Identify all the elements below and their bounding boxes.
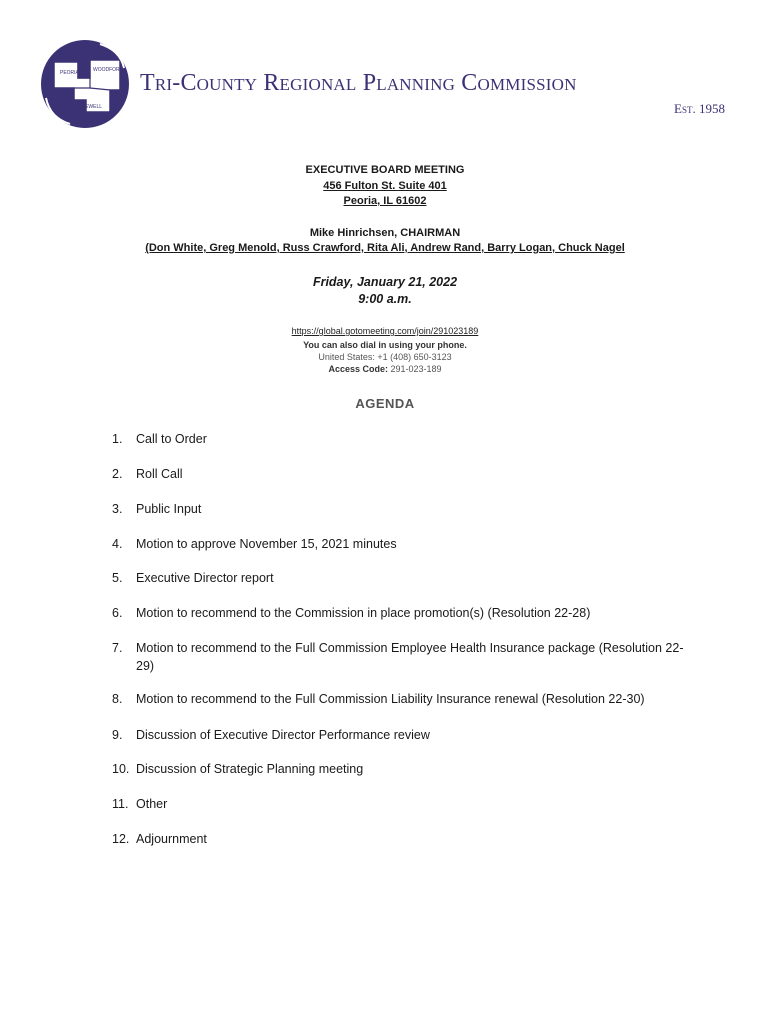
- established-date: Est. 1958: [674, 101, 725, 116]
- access-code-label: Access Code:: [328, 364, 388, 374]
- agenda-item-text: Executive Director report: [136, 571, 274, 585]
- dial-in-phone: United States: +1 (408) 650-3123: [318, 352, 452, 362]
- address-line-2: Peoria, IL 61602: [343, 195, 427, 207]
- agenda-item-number: 8.: [112, 692, 123, 706]
- meeting-title: EXECUTIVE BOARD MEETING: [305, 164, 465, 176]
- meeting-link[interactable]: https://global.gotomeeting.com/join/291023189: [291, 326, 479, 336]
- agenda-item-text: Motion to recommend to the Full Commission Employee Health Insurance package (Resolution 22-29): [136, 641, 684, 673]
- logo-label-peoria: PEORIA: [60, 70, 79, 76]
- agenda-item-text: Motion to recommend to the Commission in place promotion(s) (Resolution 22-28): [136, 606, 591, 620]
- chairman: Mike Hinrichsen, CHAIRMAN: [309, 227, 461, 239]
- agenda-item-number: 10.: [112, 762, 130, 776]
- logo-label-woodford: WOODFORD: [93, 67, 124, 73]
- agenda-item-text: Public Input: [136, 502, 202, 516]
- agenda-item-text: Motion to recommend to the Full Commission Liability Insurance renewal (Resolution 22-30): [136, 692, 645, 706]
- agenda-item-number: 11.: [112, 797, 129, 811]
- dial-in-note: You can also dial in using your phone.: [303, 340, 467, 350]
- agenda-item-number: 7.: [112, 641, 123, 655]
- agenda-item-number: 5.: [112, 571, 123, 585]
- agenda-item-number: 6.: [112, 606, 123, 620]
- logo-label-tazewell: TAZEWELL: [76, 104, 103, 110]
- commission-logo: [40, 38, 130, 130]
- access-code-line: [0, 364, 770, 374]
- access-code: 291-023-189: [390, 364, 442, 374]
- agenda-item-text: Discussion of Strategic Planning meeting: [136, 762, 364, 776]
- agenda-item-number: 9.: [112, 728, 123, 742]
- agenda-item-number: 1.: [112, 432, 123, 446]
- agenda-title: AGENDA: [355, 396, 415, 411]
- agenda-item-number: 2.: [112, 467, 123, 481]
- agenda-item-text: Other: [136, 797, 168, 811]
- board-members: (Don White, Greg Menold, Russ Crawford, Rita Ali, Andrew Rand, Barry Logan, Chuck Nagel: [145, 242, 625, 254]
- agenda-item-text: Roll Call: [136, 467, 183, 481]
- meeting-date: Friday, January 21, 2022: [312, 275, 458, 289]
- agenda-item-number: 3.: [112, 502, 123, 516]
- agenda-item-text: Adjournment: [136, 832, 207, 846]
- agenda-item-number: 12.: [112, 832, 130, 846]
- agenda-item-text: Discussion of Executive Director Performance review: [136, 728, 430, 742]
- meeting-time: 9:00 a.m.: [358, 292, 412, 306]
- address-line-1: 456 Fulton St. Suite 401: [323, 180, 447, 192]
- agenda-item-text: Motion to approve November 15, 2021 minutes: [136, 537, 397, 551]
- organization-name: Tri-County Regional Planning Commission: [140, 70, 577, 96]
- agenda-item-text: Call to Order: [136, 432, 207, 446]
- agenda-item-number: 4.: [112, 537, 123, 551]
